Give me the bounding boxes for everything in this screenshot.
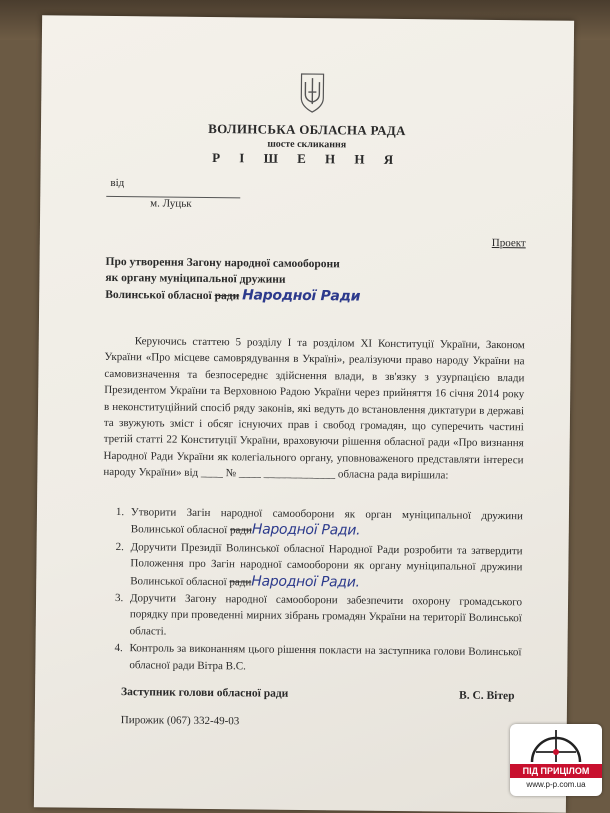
preamble [103, 333, 525, 485]
watermark-site: www.p-p.com.ua [526, 780, 586, 789]
decision-item-4: 4. Контроль за виконанням цього рішення покласти на заступника голови Волинської обласної ради Вітра В.С. [125, 640, 521, 677]
convocation: шосте скликання [267, 138, 347, 151]
decision-item-2: 2. Доручити Президії Волинської обласної Народної Ради розробити та затвердити Положення про Загін народної самооборони як органу муніципальної дружини Волинської обласної радиНародної Ради. [126, 539, 523, 593]
decision-item-3: 3. Доручити Загону народної самооборони забезпечити охорону громадського порядку при проведенні мирних зібрань громадян України на території Волинської області. [126, 590, 522, 643]
signer-name: В. С. Вітер [458, 689, 515, 703]
handwritten-correction: Народної Ради. [251, 573, 360, 591]
decision-heading: Р І Ш Е Н Н Я [212, 150, 402, 168]
council-name: ВОЛИНСЬКА ОБЛАСНА РАДА [208, 120, 406, 139]
city: м. Луцьк [150, 197, 192, 210]
struck-word: ради [229, 575, 252, 589]
contact-line: Пирожик (067) 332-49-03 [120, 714, 240, 728]
title-line-3 [105, 286, 360, 306]
trident-emblem-icon [299, 70, 325, 114]
watermark-brand: ПІД ПРИЦІЛОМ [510, 764, 602, 778]
decision-item-1: 1. Утворити Загін народної самооборони як орган муніципальної дружини Волинської обласної радиНародної Ради. [127, 504, 523, 542]
decision-title [105, 254, 360, 306]
preamble-paragraph: Керуючись статтею 5 розділу І та розділом ХІ Конституції України, Законом України «Про місцеве самоврядування в Україні», реалізуючи право народу України на самовизначення та безпосереднє здійснення влади, в зв'язку з узурпацією влади Президентом України та Верховною Радою України через прийняття 16 січня 2014 року в неконституційний спосіб ряду законів, які ведуть до встановлення диктатури в державі та звужують зміст і обсяг існуючих прав і свобод громадян, що суперечить частині третій статті 22 Конституції України, враховуючи рішення обласної ради «Про визнання Народної Ради України як колегіального органу, уповноваженого представляти інтереси народу України» від ____ № ____ _____________ обласна рада вирішила: [103, 335, 525, 482]
decision-items [101, 504, 523, 678]
document-page [34, 15, 574, 813]
title-line-1: Про утворення Загону народної самооборони [105, 255, 340, 271]
struck-word: ради [214, 290, 240, 303]
project-label: Проект [491, 236, 526, 250]
struck-word: ради [229, 524, 252, 537]
crosshair-logo-icon [510, 724, 602, 764]
handwritten-correction: Народної Ради [242, 287, 361, 305]
handwritten-correction: Народної Ради. [251, 521, 361, 540]
watermark-logo [510, 724, 602, 796]
title-line-3-prefix: Волинської обласної [105, 288, 215, 303]
signer-position: Заступник голови обласної ради [121, 686, 289, 700]
title-line-2: як органу муніципальної дружини [105, 271, 286, 286]
date-label: від [110, 176, 125, 190]
